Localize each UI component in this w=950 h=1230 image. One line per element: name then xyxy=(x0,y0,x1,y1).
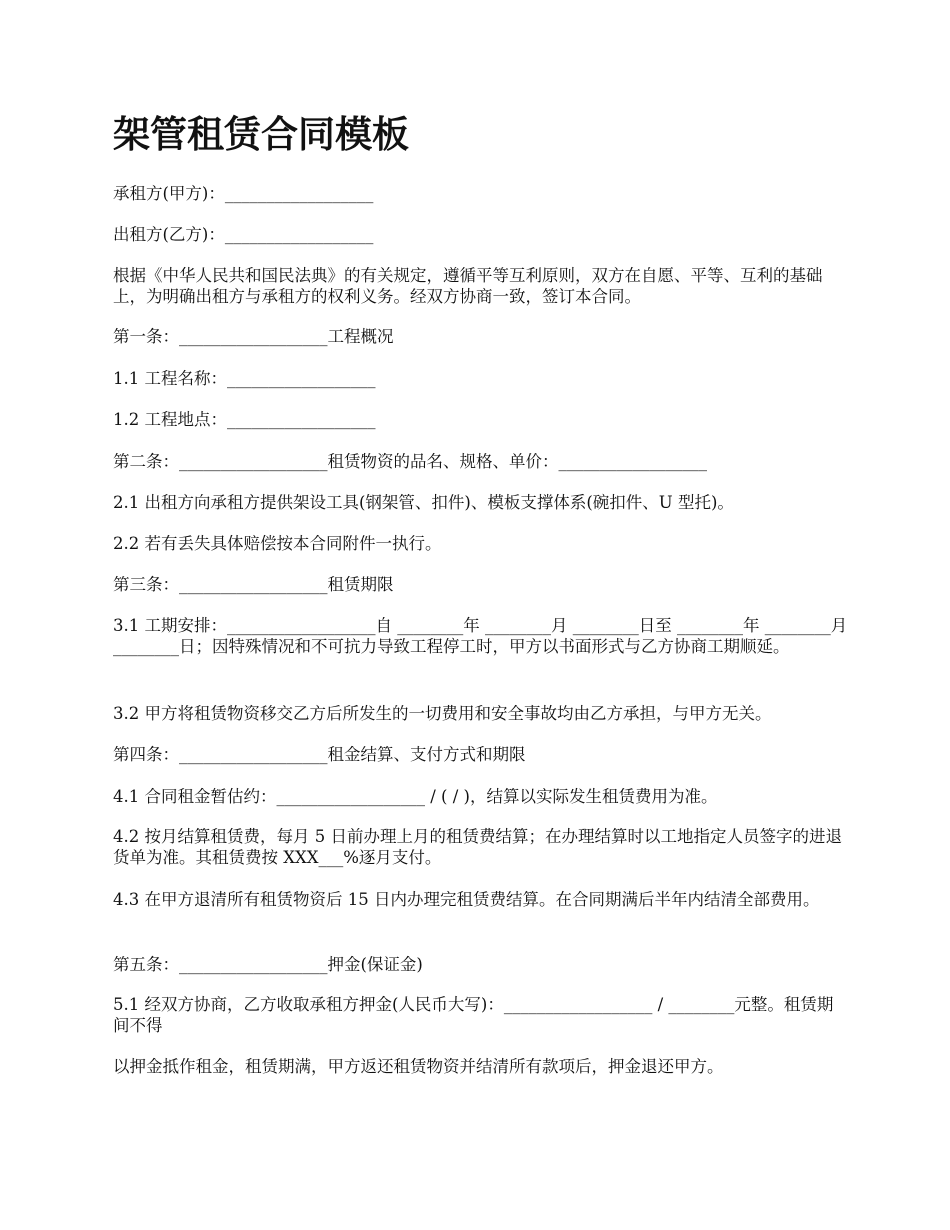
document-title: 架管租赁合同模板 xyxy=(113,113,409,156)
article-2-heading: 第二条：__________________租赁物资的品名、规格、单价：__________________ xyxy=(113,452,707,471)
article-4-heading: 第四条：__________________租金结算、支付方式和期限 xyxy=(113,745,526,764)
article-3-heading: 第三条：__________________租赁期限 xyxy=(113,575,394,594)
paragraph-preamble: 根据《中华人民共和国民法典》的有关规定，遵循平等互利原则，双方在自愿、平等、互利的基础上，为明确出租方与承租方的权利义务。经双方协商一致，签订本合同。 xyxy=(113,266,823,306)
clause-5-1-continued: 以押金抵作租金，租赁期满，甲方返还租赁物资并结清所有款项后，押金退还甲方。 xyxy=(113,1057,724,1076)
clause-5-1: 5.1 经双方协商，乙方收取承租方押金(人民币大写)：__________________ / ________元整。租赁期间不得 xyxy=(113,995,834,1035)
clause-2-2: 2.2 若有丢失具体赔偿按本合同附件一执行。 xyxy=(113,534,442,553)
clause-1-1: 1.1 工程名称：__________________ xyxy=(113,369,376,388)
clause-4-1: 4.1 合同租金暂估约：__________________ / ( / )，结算以实际发生租赁费用为准。 xyxy=(113,787,718,806)
paragraph-party-a: 承租方(甲方)：__________________ xyxy=(113,184,374,203)
clause-3-1: 3.1 工期安排：__________________自 ________年 ________月 ________日至 ________年 ________月 ________日；因特殊情况和不可抗力导致工程停工时，甲方以书面形式与乙方协商工期顺延。 xyxy=(113,616,853,656)
paragraph-party-b: 出租方(乙方)：__________________ xyxy=(113,225,374,244)
clause-4-2: 4.2 按月结算租赁费，每月 5 日前办理上月的租赁费结算；在办理结算时以工地指定人员签字的进退货单为准。其租赁费按 XXX___%逐月支付。 xyxy=(113,827,842,867)
clause-3-2: 3.2 甲方将租赁物资移交乙方后所发生的一切费用和安全事故均由乙方承担，与甲方无关。 xyxy=(113,704,772,723)
article-5-heading: 第五条：__________________押金(保证金) xyxy=(113,955,423,974)
clause-1-2: 1.2 工程地点：__________________ xyxy=(113,410,376,429)
clause-4-3: 4.3 在甲方退清所有租赁物资后 15 日内办理完租赁费结算。在合同期满后半年内结清全部费用。 xyxy=(113,890,820,909)
clause-2-1: 2.1 出租方向承租方提供架设工具(钢架管、扣件)、模板支撑体系(碗扣件、U 型托)。 xyxy=(113,493,734,512)
article-1-heading: 第一条：__________________工程概况 xyxy=(113,327,394,346)
